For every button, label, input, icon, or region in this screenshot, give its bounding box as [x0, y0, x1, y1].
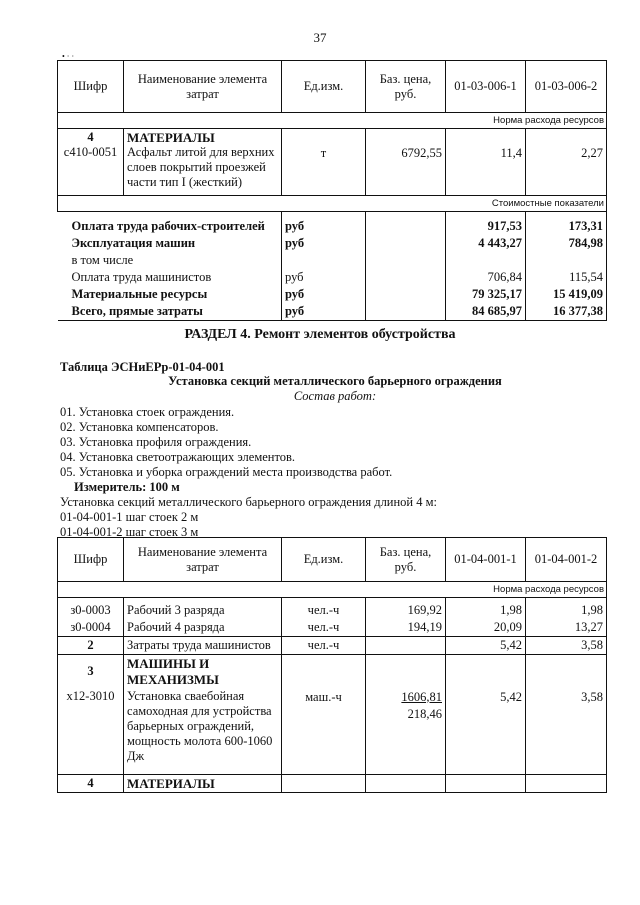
norm-label: Норма расхода ресурсов	[58, 582, 607, 598]
machine-v1: 5,42	[446, 654, 526, 774]
resource-table-1	[57, 60, 607, 321]
header-name: Наименование элемента затрат	[124, 61, 282, 113]
work-item: 02. Установка компенсаторов.	[60, 420, 219, 434]
material-unit: т	[282, 129, 366, 196]
material-price: 6792,55	[366, 129, 446, 196]
header-col2: 01-03-006-2	[526, 61, 607, 113]
section-number: 4	[87, 130, 94, 144]
machine-name: Установка сваебойная самоходная для устройства барьерных ограждений, мощность молота 600-1060 Дж	[127, 688, 273, 763]
machine-unit: маш.-ч	[282, 654, 366, 774]
work-list	[60, 405, 620, 540]
header-col1: 01-04-001-1	[446, 538, 526, 582]
cost-label: Стоимостные показатели	[58, 196, 607, 212]
header-unit: Ед.изм.	[282, 538, 366, 582]
cost-row: Эксплуатация машин руб 4 443,27 784,98	[58, 235, 607, 252]
section-title: МАШИНЫ И МЕХАНИЗМЫ	[127, 655, 219, 687]
header-col1: 01-03-006-1	[446, 61, 526, 113]
header-name: Наименование элемента затрат	[124, 538, 282, 582]
norm-label: Норма расхода ресурсов	[58, 113, 607, 129]
work-item: 03. Установка профиля ограждения.	[60, 435, 252, 449]
material-v1: 11,4	[446, 129, 526, 196]
header-col2: 01-04-001-2	[526, 538, 607, 582]
machinery-row	[58, 654, 607, 774]
material-v2: 2,27	[526, 129, 607, 196]
description: Установка секций металлического барьерного ограждения длиной 4 м:	[60, 495, 438, 509]
materials-row	[58, 774, 607, 792]
section-number: 4	[58, 774, 124, 792]
section-heading: РАЗДЕЛ 4. Ремонт элементов обустройства	[184, 327, 456, 342]
work-label: Состав работ:	[293, 389, 377, 403]
section-title: МАТЕРИАЛЫ	[127, 130, 215, 145]
resource-table-2	[57, 537, 607, 793]
machine-v2: 3,58	[526, 654, 607, 774]
variant-1: 01-04-001-1 шаг стоек 2 м	[60, 510, 199, 524]
header-code: Шифр	[58, 538, 124, 582]
cost-row: Оплата труда рабочих-строителей руб 917,53 173,31	[58, 218, 607, 235]
work-item: 04. Установка светоотражающих элементов.	[60, 450, 296, 464]
header-code: Шифр	[58, 61, 124, 113]
table-label: Таблица ЭСНиЕРр-01-04-001	[60, 360, 225, 374]
material-code: с410-0051	[63, 145, 118, 159]
section-title: МАТЕРИАЛЫ	[124, 774, 282, 792]
work-item: 01. Установка стоек ограждения.	[60, 405, 235, 419]
machine-price-2: 218,46	[407, 706, 442, 721]
machine-code: х12-3010	[66, 688, 115, 703]
cost-row: Оплата труда машинистов руб 706,84 115,54	[58, 269, 607, 286]
meter: Измеритель: 100 м	[74, 480, 180, 494]
page-number: 37	[313, 30, 327, 45]
material-name-cell	[124, 129, 282, 196]
table-row: з0-0003 Рабочий 3 разряда чел.-ч 169,92 1,98 1,98	[58, 602, 607, 619]
section-number: 3	[87, 663, 94, 678]
machine-price-1: 1606,81	[401, 689, 442, 704]
table-row: з0-0004 Рабочий 4 разряда чел.-ч 194,19 20,09 13,27	[58, 619, 607, 637]
cost-row: Всего, прямые затраты руб 84 685,97 16 377,38	[58, 303, 607, 321]
work-item: 05. Установка и уборка ограждений места производства работ.	[60, 465, 393, 479]
cost-row: Материальные ресурсы руб 79 325,17 15 419,09	[58, 286, 607, 303]
stray-marks: • · ·	[62, 52, 75, 61]
material-name: Асфальт литой для верхних слоев покрытий проезжей части тип I (жесткий)	[127, 145, 275, 189]
header-unit: Ед.изм.	[282, 61, 366, 113]
table-row: 2 Затраты труда машинистов чел.-ч 5,42 3,58	[58, 636, 607, 654]
table-title: Установка секций металлического барьерного ограждения	[168, 374, 502, 388]
header-price: Баз. цена, руб.	[366, 61, 446, 113]
section-code-cell	[58, 129, 124, 196]
header-price: Баз. цена, руб.	[366, 538, 446, 582]
variant-2: 01-04-001-2 шаг стоек 3 м	[60, 525, 199, 539]
cost-row: в том числе	[58, 252, 607, 269]
